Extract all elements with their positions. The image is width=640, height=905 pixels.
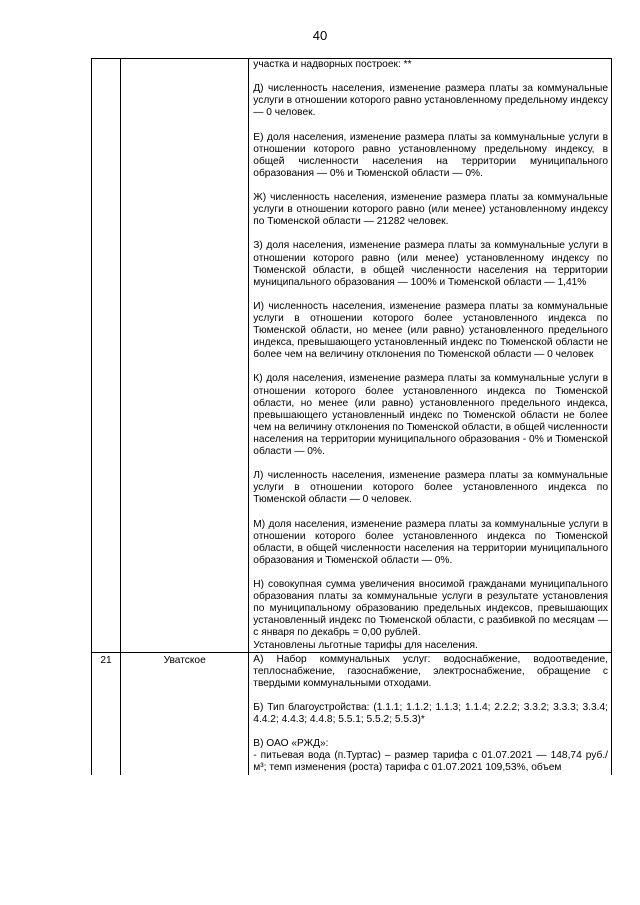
paragraph-drinking-water-tariff: - питьевая вода (п.Туртас) – размер тарифа с 01.07.2021 — 148,74 руб./м³; темп изменения (роста) тарифа с 01.07.2021 109,53%, объем	[253, 750, 608, 774]
row-number: 21	[100, 654, 112, 666]
row-number-cell	[92, 652, 121, 774]
paragraph-a-services: А) Набор коммунальных услуг: водоснабжение, водоотведение, теплоснабжение, газоснабжение, электроснабжение, обращение с твердыми коммунальными отходами.	[253, 653, 608, 689]
paragraph-z: З) доля населения, изменение размера платы за коммунальные услуги в отношении которого равно (или менее) установленному индексу по Тюменской области, в общей численности населения на территории муниципального образования — 100% и Тюменской области — 1,41%	[253, 240, 608, 288]
paragraph-m: М) доля населения, изменение размера платы за коммунальные услуги в отношении которого более установленного индекса по Тюменской области, в общей численности населения на территории муниципального образования и Тюменской области — 0%.	[253, 518, 608, 566]
paragraph-d: Д) численность населения, изменение размера платы за коммунальные услуги в отношении которого равно установленному предельному индексу — 0 человек.	[253, 83, 608, 119]
paragraph-k: К) доля населения, изменение размера платы за коммунальные услуги в отношении которого более установленного индекса по Тюменской области, но менее (или равно) установленного предельного индекса, превышающего установленный индекс по Тюменской области не более чем на величину отклонения по Тюменской области, в общей численности населения на территории муниципального образования - 0% и Тюменской области — 0%.	[253, 373, 608, 457]
paragraph-e: Е) доля населения, изменение размера платы за коммунальные услуги в отношении которого равно установленному предельному индексу, в общей численности населения на территории муниципального образования — 0% и Тюменской области — 0%.	[253, 131, 608, 179]
municipality-name	[121, 59, 248, 61]
table-row-continuation	[92, 59, 612, 653]
row-number	[92, 59, 120, 61]
municipal-tariff-table	[91, 58, 612, 775]
municipality-name-cell	[121, 652, 249, 774]
description-cell	[249, 59, 612, 653]
municipality-name-cell	[121, 59, 249, 653]
paragraph-i: И) численность населения, изменение размера платы за коммунальные услуги в отношении которого более установленного индекса по Тюменской области, но менее (или равно) установленного предельного индекса, превышающего установленный индекс по Тюменской области не более чем на величину отклонения по Тюменской области — 0 человек	[253, 300, 608, 361]
paragraph-l: Л) численность населения, изменение размера платы за коммунальные услуги в отношении которого более установленного индекса по Тюменской области — 0 человек.	[253, 470, 608, 506]
paragraph-b-improvement-type: Б) Тип благоустройства: (1.1.1; 1.1.2; 1.1.3; 1.1.4; 2.2.2; 3.3.2; 3.3.3; 3.3.4; 4.4.2; 4.4.3; 4.4.8; 5.5.1; 5.5.2; 5.5.3)*	[253, 701, 608, 726]
paragraph-zh: Ж) численность населения, изменение размера платы за коммунальные услуги в отношении которого равно (или менее) установленному индексу по Тюменской области — 21282 человек.	[253, 192, 608, 228]
paragraph-v-rzhd: В) ОАО «РЖД»:	[253, 738, 329, 750]
paragraph-n: Н) совокупная сумма увеличения вносимой гражданами муниципального образования платы за коммунальные услуги в результате установления по муниципальному образованию предельных индексов, превышающих установленный индекс по Тюменской области, с разбивкой по месяцам — с января по декабрь = 0,00 рублей.	[253, 579, 608, 639]
paragraph-plot-buildings: участка и надворных построек: **	[253, 59, 412, 70]
paragraph-preferential-tariffs: Установлены льготные тарифы для населения.	[253, 639, 478, 651]
description-cell	[249, 652, 612, 774]
municipality-name: Уватское	[163, 654, 206, 666]
table-row-21	[92, 652, 612, 774]
row-number-cell	[92, 59, 121, 653]
page-number: 40	[312, 28, 328, 43]
